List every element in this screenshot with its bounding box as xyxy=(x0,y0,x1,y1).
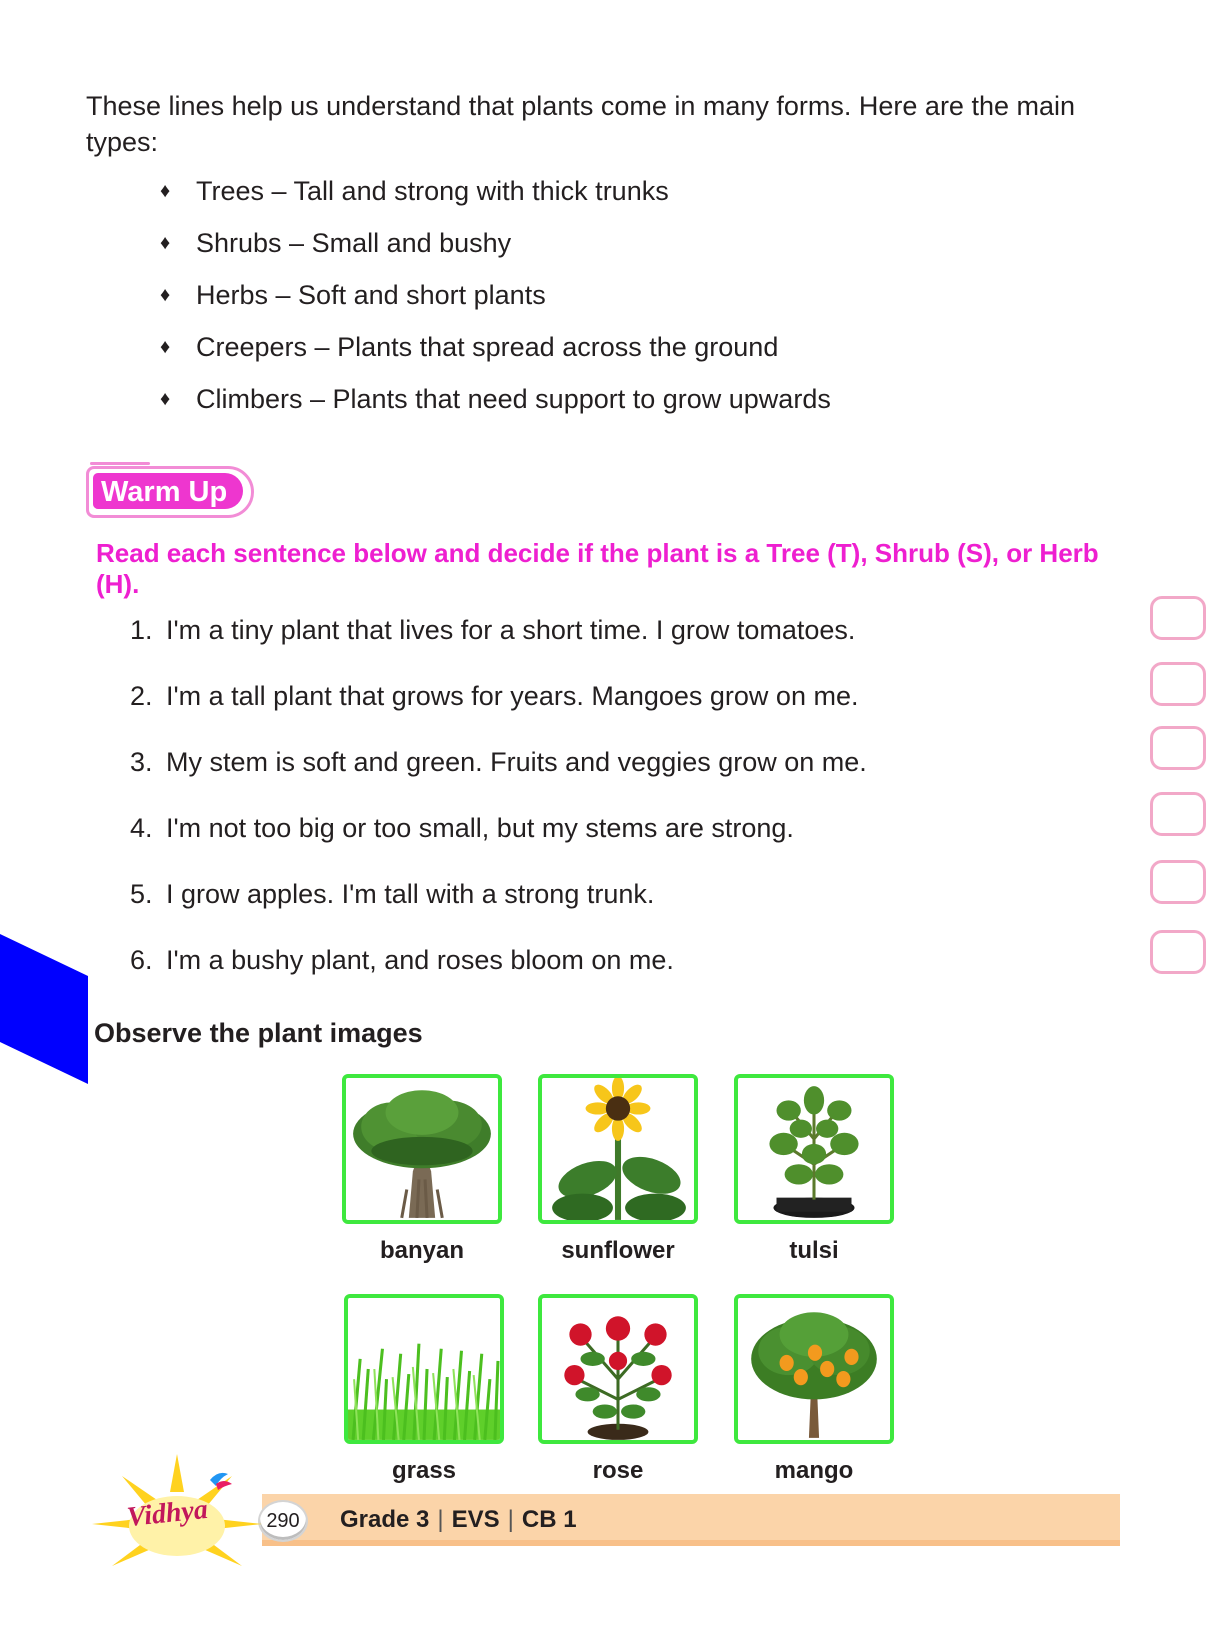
list-item xyxy=(160,226,831,278)
observe-heading: Observe the plant images xyxy=(94,1018,423,1048)
question-text: I'm a tiny plant that lives for a short time. I grow tomatoes. xyxy=(166,615,856,645)
list-item xyxy=(160,382,831,434)
diamond-bullet-icon: ♦ xyxy=(160,388,171,410)
question-text: I grow apples. I'm tall with a strong trunk. xyxy=(166,879,655,909)
footer-separator: | xyxy=(507,1506,514,1533)
question-text: My stem is soft and green. Fruits and veggies grow on me. xyxy=(166,747,867,777)
warmup-instruction: Read each sentence below and decide if the plant is a Tree (T), Shrub (S), or Herb (H). xyxy=(96,538,1099,599)
question-number: 3. xyxy=(130,747,153,777)
side-tab-decoration xyxy=(0,934,88,1084)
question-item xyxy=(130,744,1090,810)
plant-card-tulsi xyxy=(734,1074,894,1266)
rose-bush-image xyxy=(538,1294,698,1444)
answer-box[interactable] xyxy=(1150,662,1206,706)
intro-paragraph: These lines help us understand that plants come in many forms. Here are the main types: xyxy=(86,91,1076,157)
warmup-badge xyxy=(86,466,254,518)
diamond-bullet-icon: ♦ xyxy=(160,284,171,306)
answer-box[interactable] xyxy=(1150,860,1206,904)
answer-box[interactable] xyxy=(1150,930,1206,974)
question-item xyxy=(130,810,1090,876)
list-item-text: Shrubs – Small and bushy xyxy=(196,228,512,258)
diamond-bullet-icon: ♦ xyxy=(160,336,171,358)
plant-card-rose xyxy=(538,1294,698,1486)
question-number: 5. xyxy=(130,879,153,909)
sunflower-image xyxy=(538,1074,698,1224)
warmup-title: Warm Up xyxy=(93,473,243,509)
plant-card-banyan xyxy=(342,1074,502,1266)
logo-text: Vidhya xyxy=(125,1493,210,1534)
footer-separator: | xyxy=(437,1506,444,1533)
plant-card-mango xyxy=(734,1294,894,1486)
plant-card-grass xyxy=(344,1294,504,1486)
diamond-bullet-icon: ♦ xyxy=(160,232,171,254)
list-item xyxy=(160,174,831,226)
question-number: 2. xyxy=(130,681,153,711)
question-number: 6. xyxy=(130,945,153,975)
question-item xyxy=(130,678,1090,744)
plant-label: sunflower xyxy=(561,1237,675,1264)
page-number: 290 xyxy=(258,1500,308,1542)
question-item xyxy=(130,876,1090,942)
footer-book: CB 1 xyxy=(521,1506,577,1533)
tulsi-plant-image xyxy=(734,1074,894,1224)
questions-list xyxy=(130,612,1090,1008)
list-item-text: Climbers – Plants that need support to grow upwards xyxy=(196,384,831,414)
grass-image xyxy=(344,1294,504,1444)
list-item-text: Trees – Tall and strong with thick trunks xyxy=(196,176,669,206)
plant-label: tulsi xyxy=(789,1237,839,1264)
plant-label: banyan xyxy=(379,1237,465,1264)
footer-grade: Grade 3 xyxy=(340,1506,430,1533)
list-item xyxy=(160,278,831,330)
question-number: 1. xyxy=(130,615,153,645)
plant-types-list xyxy=(160,174,831,434)
diamond-bullet-icon: ♦ xyxy=(160,180,171,202)
question-number: 4. xyxy=(130,813,153,843)
question-text: I'm a tall plant that grows for years. Mangoes grow on me. xyxy=(166,681,859,711)
banyan-tree-image xyxy=(342,1074,502,1224)
warmup-accent-line xyxy=(90,462,150,465)
plant-card-sunflower xyxy=(538,1074,698,1266)
list-item-text: Creepers – Plants that spread across the ground xyxy=(196,332,779,362)
footer-subject: EVS xyxy=(451,1506,500,1533)
question-text: I'm not too big or too small, but my stems are strong. xyxy=(166,813,794,843)
list-item-text: Herbs – Soft and short plants xyxy=(196,280,546,310)
mango-tree-image xyxy=(734,1294,894,1444)
plant-label: rose xyxy=(592,1457,644,1484)
question-item xyxy=(130,612,1090,678)
answer-box[interactable] xyxy=(1150,596,1206,640)
list-item xyxy=(160,330,831,382)
question-item xyxy=(130,942,1090,1008)
plant-label: mango xyxy=(774,1457,854,1484)
answer-box[interactable] xyxy=(1150,726,1206,770)
question-text: I'm a bushy plant, and roses bloom on me. xyxy=(166,945,674,975)
plant-label: grass xyxy=(391,1457,457,1484)
footer-course-info xyxy=(340,1503,577,1537)
answer-box[interactable] xyxy=(1150,792,1206,836)
